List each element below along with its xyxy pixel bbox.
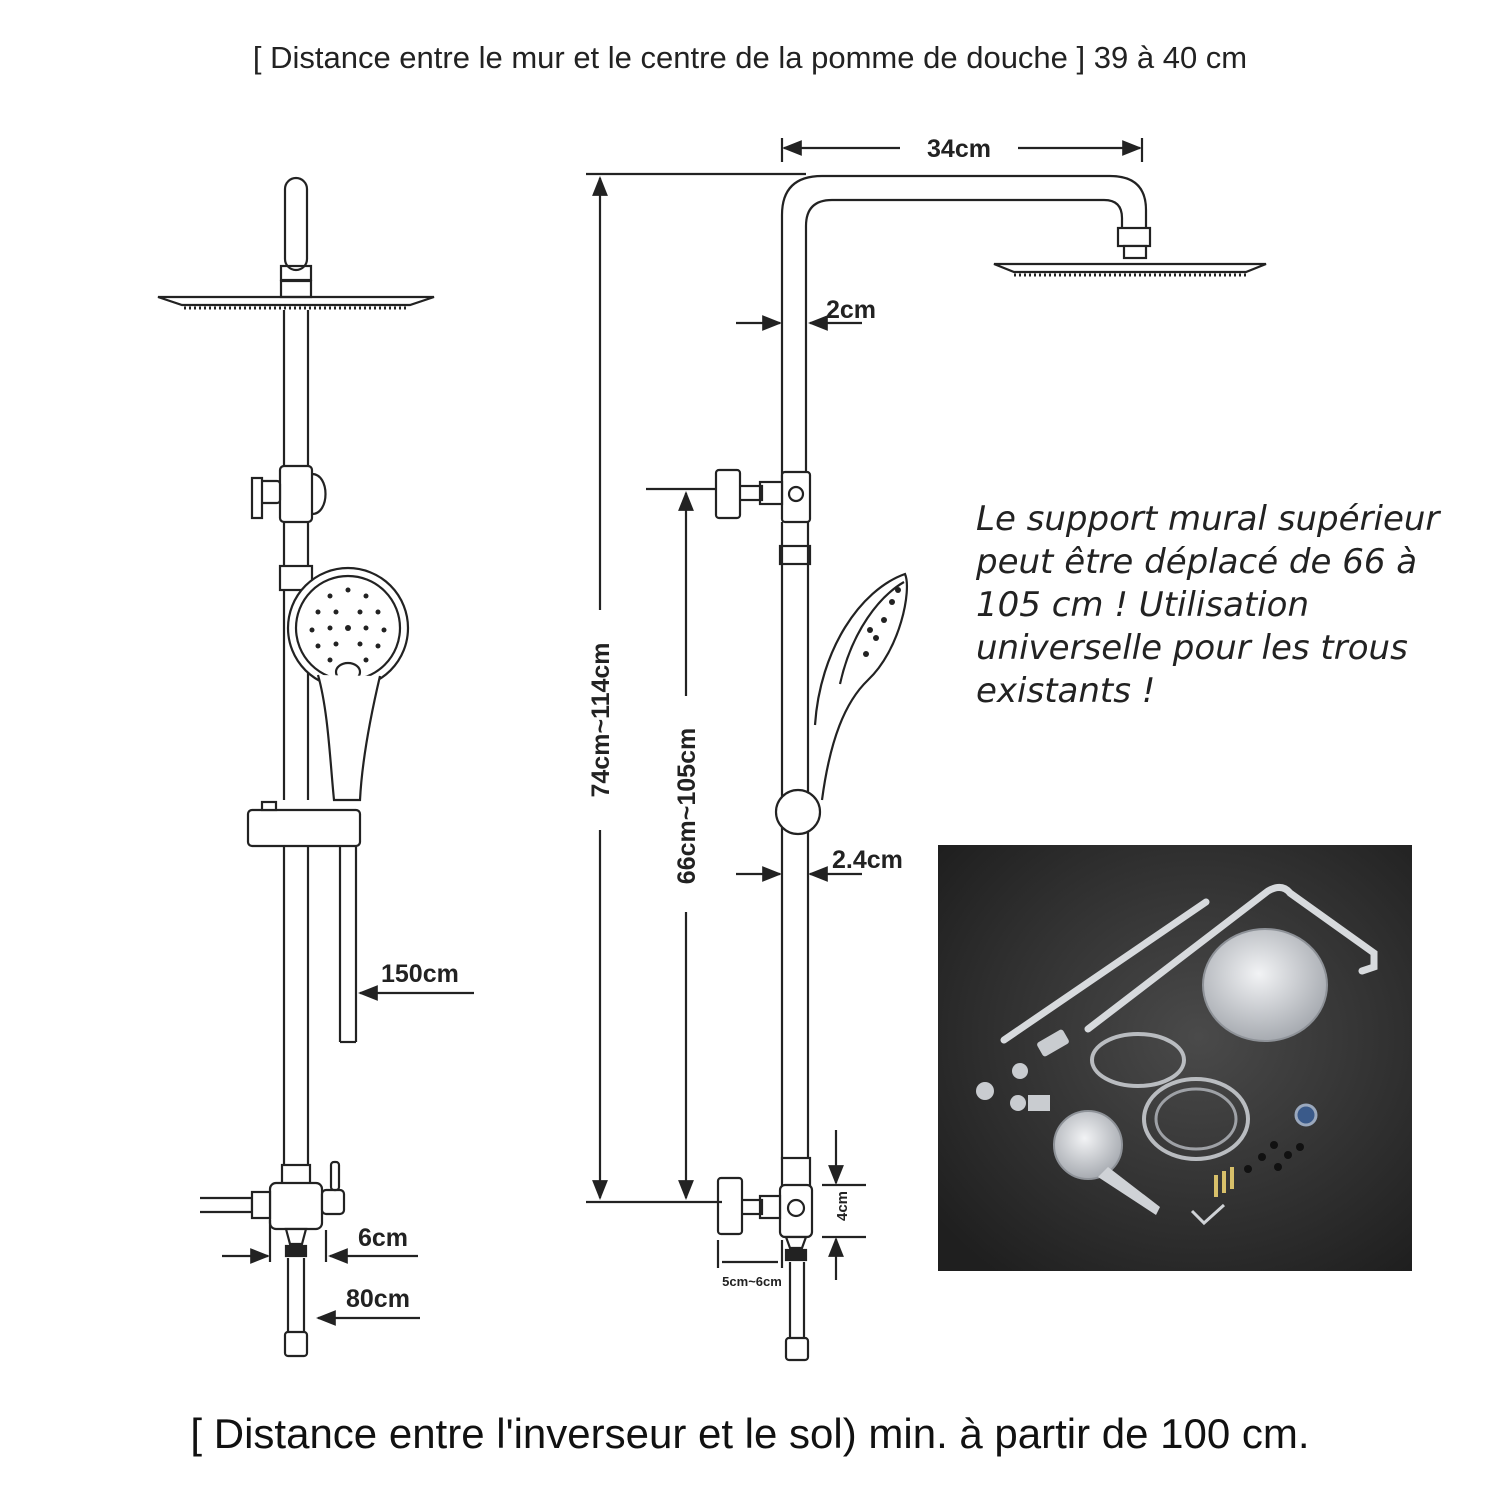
kit-illustration — [938, 845, 1412, 1271]
bracket-note — [976, 498, 1496, 713]
front-slider — [248, 810, 360, 846]
side-hand-shower — [815, 574, 907, 800]
front-nut — [281, 266, 311, 280]
note-line: 105 cm ! Utilisation — [976, 585, 1309, 625]
front-arm-top — [285, 178, 307, 270]
dim-hose-length: 150cm — [381, 960, 459, 988]
dim-diverter-height: 4cm — [834, 1190, 851, 1222]
note-line: peut être déplacé de 66 à — [976, 542, 1418, 582]
kit-rain-head — [1203, 929, 1327, 1041]
front-diverter — [270, 1183, 322, 1229]
dimension-labels — [346, 135, 991, 1313]
note-line: universelle pour les trous — [976, 628, 1408, 668]
note-line: Le support mural supérieur — [976, 499, 1440, 539]
dim-bracket-height: 66cm~105cm — [673, 727, 701, 885]
front-rain-head — [158, 297, 434, 305]
dim-diverter-offset: 6cm — [358, 1224, 409, 1252]
bottom-caption: [ Distance entre l'inverseur et le sol) min. à partir de 100 cm. — [190, 1410, 1310, 1457]
dim-wall-distance: 5cm~6cm — [722, 1274, 782, 1289]
dim-connection-hose: 80cm — [346, 1285, 410, 1313]
product-kit-photo — [938, 845, 1412, 1271]
side-rain-head — [994, 264, 1266, 272]
kit-hand-shower — [1054, 1111, 1122, 1179]
dim-arm-length: 34cm — [927, 135, 991, 163]
note-line: existants ! — [976, 671, 1156, 711]
dim-total-height: 74cm~114cm — [587, 642, 615, 798]
dim-slide-bar-diameter: 2.4cm — [832, 846, 903, 874]
front-view — [158, 178, 434, 1356]
dim-pipe-diameter: 2cm — [826, 296, 877, 324]
top-caption: [ Distance entre le mur et le centre de la pomme de douche ] 39 à 40 cm — [252, 40, 1248, 75]
